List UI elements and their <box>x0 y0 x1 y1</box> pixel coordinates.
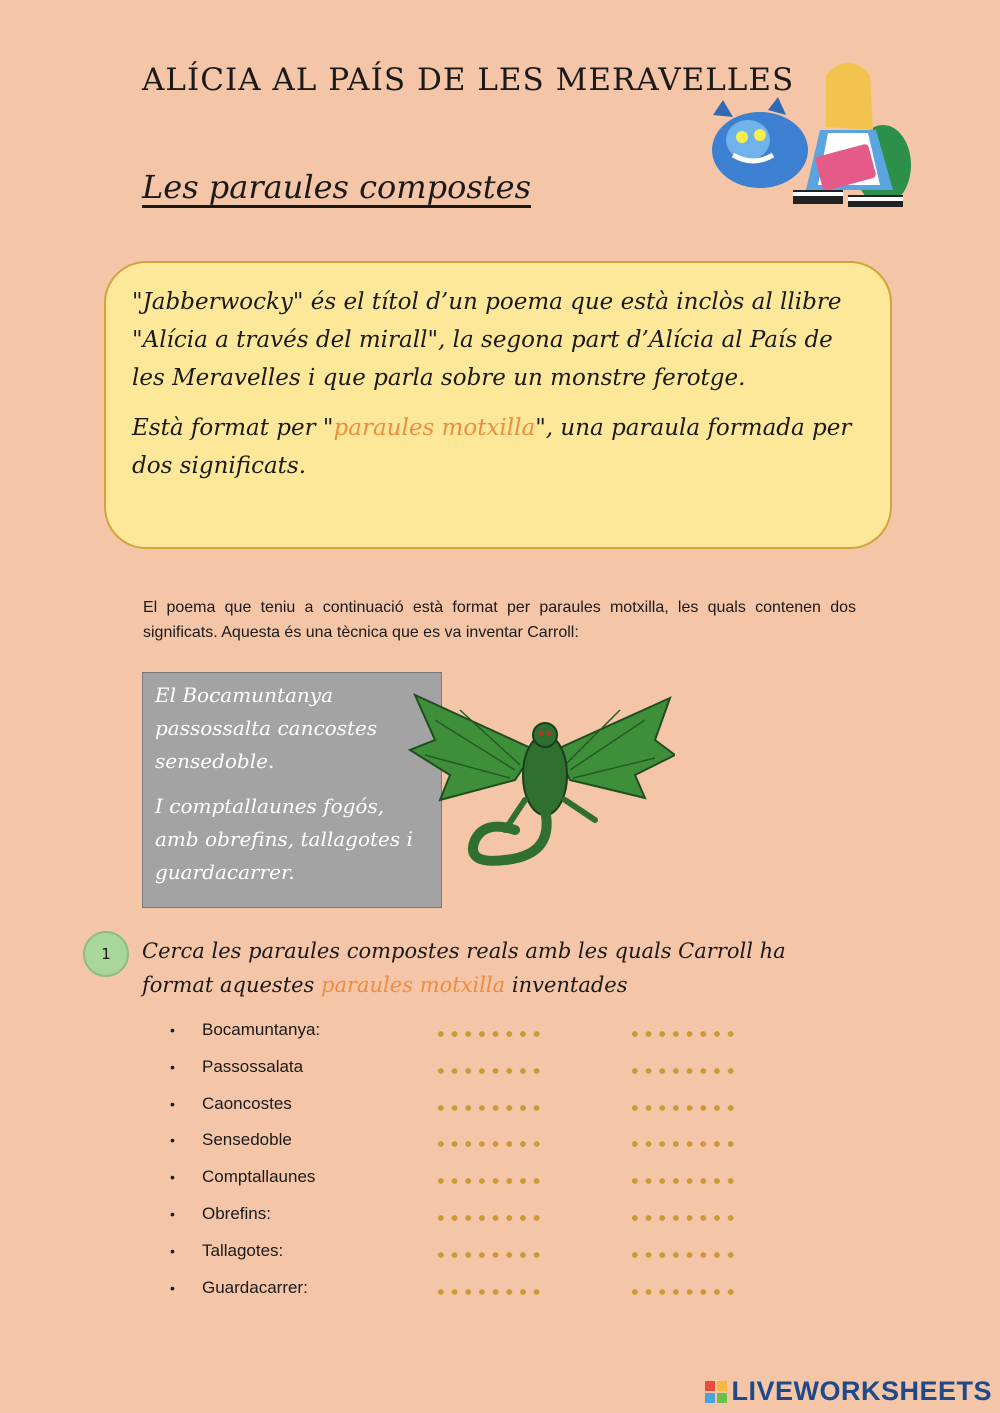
dragon-illustration <box>405 680 675 885</box>
info-paragraph-1: "Jabberwocky" és el títol d’un poema que està inclòs al llibre "Alícia a través del mirall", la segona part d’Alícia al País de les Meravelles i que parla sobre un monstre ferotge. <box>132 289 842 391</box>
answer-blank-1[interactable] <box>434 1105 544 1111</box>
word-list <box>170 1012 320 1306</box>
list-item <box>170 1233 320 1270</box>
list-item <box>170 1122 320 1159</box>
answer-blank-2[interactable] <box>628 1289 738 1295</box>
answer-blank-2[interactable] <box>628 1252 738 1258</box>
answer-blank-1[interactable] <box>434 1289 544 1295</box>
instruction-end: inventades <box>505 973 628 997</box>
bullet: • <box>170 1132 175 1149</box>
worksheet-subtitle: Les paraules compostes <box>142 168 532 206</box>
info-paragraph-2 <box>132 409 866 485</box>
exercise-instruction <box>142 934 862 1002</box>
instruction-highlight: paraules motxilla <box>321 973 506 997</box>
word-label: Passossalata <box>202 1056 304 1076</box>
jabberwocky-info-box <box>104 261 892 549</box>
alice-cheshire-cat-illustration <box>708 55 913 220</box>
answer-blank-2[interactable] <box>628 1215 738 1221</box>
answer-blank-1[interactable] <box>434 1215 544 1221</box>
list-item <box>170 1159 320 1196</box>
word-label: Guardacarrer: <box>202 1277 308 1297</box>
exercise-number-badge: 1 <box>83 931 129 977</box>
answer-blank-2[interactable] <box>628 1141 738 1147</box>
footer-brand: LIVEWORKSHEETS <box>731 1376 992 1406</box>
answer-blank-2[interactable] <box>628 1105 738 1111</box>
bullet: • <box>170 1205 175 1222</box>
info-highlight-term: paraules motxilla <box>333 415 536 441</box>
list-item <box>170 1196 320 1233</box>
answer-blank-1[interactable] <box>434 1031 544 1037</box>
bullet: • <box>170 1169 175 1186</box>
word-label: Comptallaunes <box>202 1167 316 1187</box>
bullet: • <box>170 1242 175 1259</box>
liveworksheets-logo-icon <box>705 1381 727 1403</box>
answer-blank-1[interactable] <box>434 1141 544 1147</box>
bullet: • <box>170 1279 175 1296</box>
list-item <box>170 1049 320 1086</box>
answer-blank-2[interactable] <box>628 1031 738 1037</box>
answer-blank-1[interactable] <box>434 1068 544 1074</box>
bullet: • <box>170 1058 175 1075</box>
word-label: Bocamuntanya: <box>202 1020 321 1039</box>
intro-text: El poema que teniu a continuació està format per paraules motxilla, les quals contenen dos significats. Aquesta és una tècnica que es va inventar Carroll: <box>143 599 856 641</box>
bullet: • <box>170 1022 175 1038</box>
poem-box <box>142 672 442 908</box>
word-label: Caoncostes <box>202 1093 292 1113</box>
info-paragraph-2-end: ", una paraula formada per dos significats. <box>132 415 852 479</box>
instruction-start: Cerca les paraules compostes reals amb les quals Carroll ha format aquestes <box>142 939 786 997</box>
list-item <box>170 1086 320 1123</box>
bullet: • <box>170 1095 175 1112</box>
liveworksheets-footer[interactable] <box>705 1376 992 1407</box>
worksheet-title: ALÍCIA AL PAÍS DE LES MERAVELLES <box>142 62 795 98</box>
list-item <box>170 1012 320 1049</box>
list-item <box>170 1270 320 1307</box>
poem-stanza-1: El Bocamuntanya passossalta cancostes sensedoble. <box>155 683 378 773</box>
answer-blank-1[interactable] <box>434 1252 544 1258</box>
answer-blank-1[interactable] <box>434 1178 544 1184</box>
word-label: Obrefins: <box>202 1203 271 1223</box>
info-paragraph-2-start: Està format per " <box>132 415 334 441</box>
poem-stanza-2: I comptallaunes fogós, amb obrefins, tallagotes i guardacarrer. <box>155 794 413 884</box>
answer-blank-2[interactable] <box>628 1068 738 1074</box>
word-label: Tallagotes: <box>202 1240 284 1260</box>
answer-blank-2[interactable] <box>628 1178 738 1184</box>
word-label: Sensedoble <box>202 1130 292 1150</box>
